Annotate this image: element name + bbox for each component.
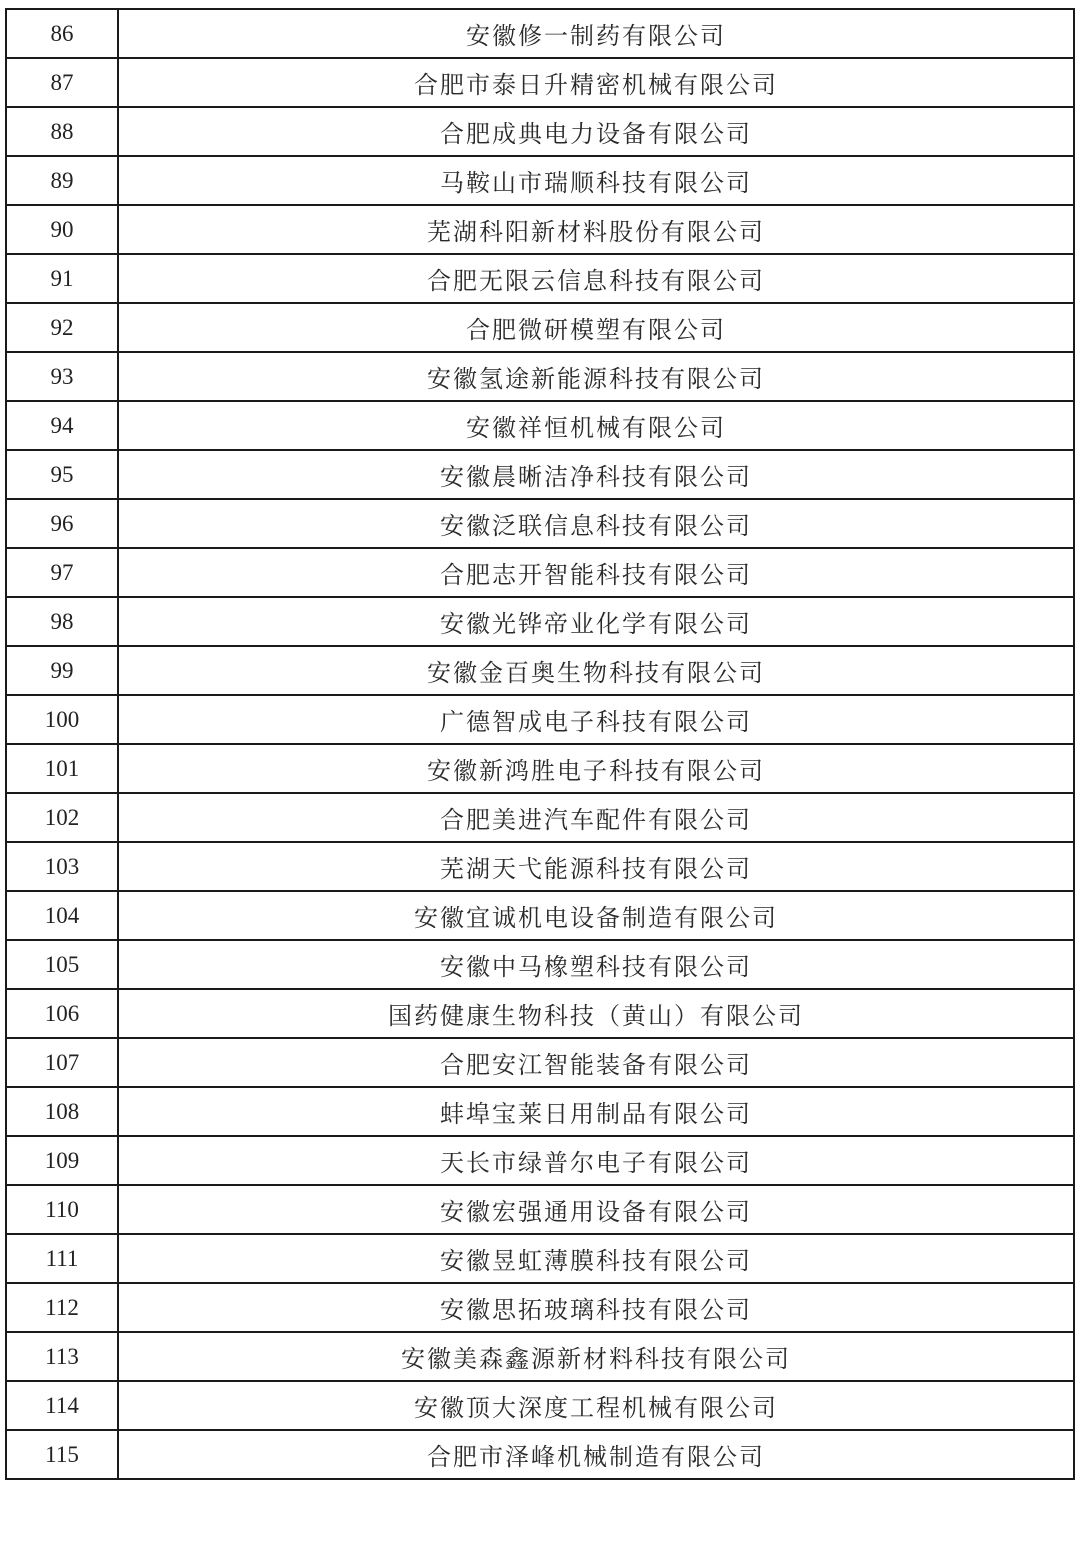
row-number: 114	[6, 1381, 118, 1430]
table-row	[6, 1136, 1074, 1185]
company-name: 安徽思拓玻璃科技有限公司	[118, 1283, 1074, 1332]
company-name: 安徽氢途新能源科技有限公司	[118, 352, 1074, 401]
table-row	[6, 352, 1074, 401]
table-row	[6, 1430, 1074, 1479]
table-row	[6, 891, 1074, 940]
company-name: 安徽宏强通用设备有限公司	[118, 1185, 1074, 1234]
company-name: 合肥志开智能科技有限公司	[118, 548, 1074, 597]
company-name: 芜湖天弋能源科技有限公司	[118, 842, 1074, 891]
row-number: 93	[6, 352, 118, 401]
table-row	[6, 597, 1074, 646]
company-name: 安徽光铧帝业化学有限公司	[118, 597, 1074, 646]
row-number: 98	[6, 597, 118, 646]
company-name: 合肥市泽峰机械制造有限公司	[118, 1430, 1074, 1479]
table-row	[6, 156, 1074, 205]
row-number: 99	[6, 646, 118, 695]
table-row	[6, 499, 1074, 548]
company-name: 马鞍山市瑞顺科技有限公司	[118, 156, 1074, 205]
table-row	[6, 1038, 1074, 1087]
table-row	[6, 254, 1074, 303]
company-name: 合肥成典电力设备有限公司	[118, 107, 1074, 156]
table-row	[6, 401, 1074, 450]
row-number: 94	[6, 401, 118, 450]
company-name: 安徽顶大深度工程机械有限公司	[118, 1381, 1074, 1430]
table-row	[6, 1234, 1074, 1283]
table-row	[6, 548, 1074, 597]
row-number: 112	[6, 1283, 118, 1332]
row-number: 104	[6, 891, 118, 940]
row-number: 87	[6, 58, 118, 107]
row-number: 106	[6, 989, 118, 1038]
table-row	[6, 793, 1074, 842]
row-number: 103	[6, 842, 118, 891]
row-number: 95	[6, 450, 118, 499]
company-name: 芜湖科阳新材料股份有限公司	[118, 205, 1074, 254]
table-row	[6, 107, 1074, 156]
table-row	[6, 695, 1074, 744]
table-row	[6, 842, 1074, 891]
row-number: 92	[6, 303, 118, 352]
company-name: 安徽昱虹薄膜科技有限公司	[118, 1234, 1074, 1283]
company-name: 广德智成电子科技有限公司	[118, 695, 1074, 744]
table-row	[6, 1332, 1074, 1381]
row-number: 108	[6, 1087, 118, 1136]
row-number: 109	[6, 1136, 118, 1185]
row-number: 88	[6, 107, 118, 156]
table-row	[6, 9, 1074, 58]
row-number: 101	[6, 744, 118, 793]
table-row	[6, 989, 1074, 1038]
company-name: 天长市绿普尔电子有限公司	[118, 1136, 1074, 1185]
company-name: 蚌埠宝莱日用制品有限公司	[118, 1087, 1074, 1136]
table-row	[6, 1283, 1074, 1332]
company-name: 安徽晨晰洁净科技有限公司	[118, 450, 1074, 499]
row-number: 107	[6, 1038, 118, 1087]
company-name: 国药健康生物科技（黄山）有限公司	[118, 989, 1074, 1038]
company-name: 安徽宜诚机电设备制造有限公司	[118, 891, 1074, 940]
company-name: 合肥市泰日升精密机械有限公司	[118, 58, 1074, 107]
row-number: 102	[6, 793, 118, 842]
table-row	[6, 205, 1074, 254]
table-row	[6, 646, 1074, 695]
row-number: 96	[6, 499, 118, 548]
row-number: 110	[6, 1185, 118, 1234]
row-number: 111	[6, 1234, 118, 1283]
company-name: 安徽祥恒机械有限公司	[118, 401, 1074, 450]
row-number: 91	[6, 254, 118, 303]
table-row	[6, 450, 1074, 499]
company-name: 合肥无限云信息科技有限公司	[118, 254, 1074, 303]
company-name: 安徽金百奥生物科技有限公司	[118, 646, 1074, 695]
company-name: 合肥微研模塑有限公司	[118, 303, 1074, 352]
row-number: 89	[6, 156, 118, 205]
company-name: 安徽泛联信息科技有限公司	[118, 499, 1074, 548]
company-name: 合肥美进汽车配件有限公司	[118, 793, 1074, 842]
company-name: 安徽新鸿胜电子科技有限公司	[118, 744, 1074, 793]
company-name: 合肥安江智能装备有限公司	[118, 1038, 1074, 1087]
table-row	[6, 58, 1074, 107]
table-row	[6, 1185, 1074, 1234]
company-name: 安徽中马橡塑科技有限公司	[118, 940, 1074, 989]
row-number: 90	[6, 205, 118, 254]
company-name: 安徽美森鑫源新材料科技有限公司	[118, 1332, 1074, 1381]
row-number: 113	[6, 1332, 118, 1381]
table-row	[6, 303, 1074, 352]
table-body	[6, 9, 1074, 1479]
table-row	[6, 1087, 1074, 1136]
table-row	[6, 1381, 1074, 1430]
row-number: 86	[6, 9, 118, 58]
company-name: 安徽修一制药有限公司	[118, 9, 1074, 58]
row-number: 105	[6, 940, 118, 989]
table-row	[6, 744, 1074, 793]
table-row	[6, 940, 1074, 989]
row-number: 97	[6, 548, 118, 597]
row-number: 115	[6, 1430, 118, 1479]
row-number: 100	[6, 695, 118, 744]
company-list-table	[5, 8, 1075, 1480]
